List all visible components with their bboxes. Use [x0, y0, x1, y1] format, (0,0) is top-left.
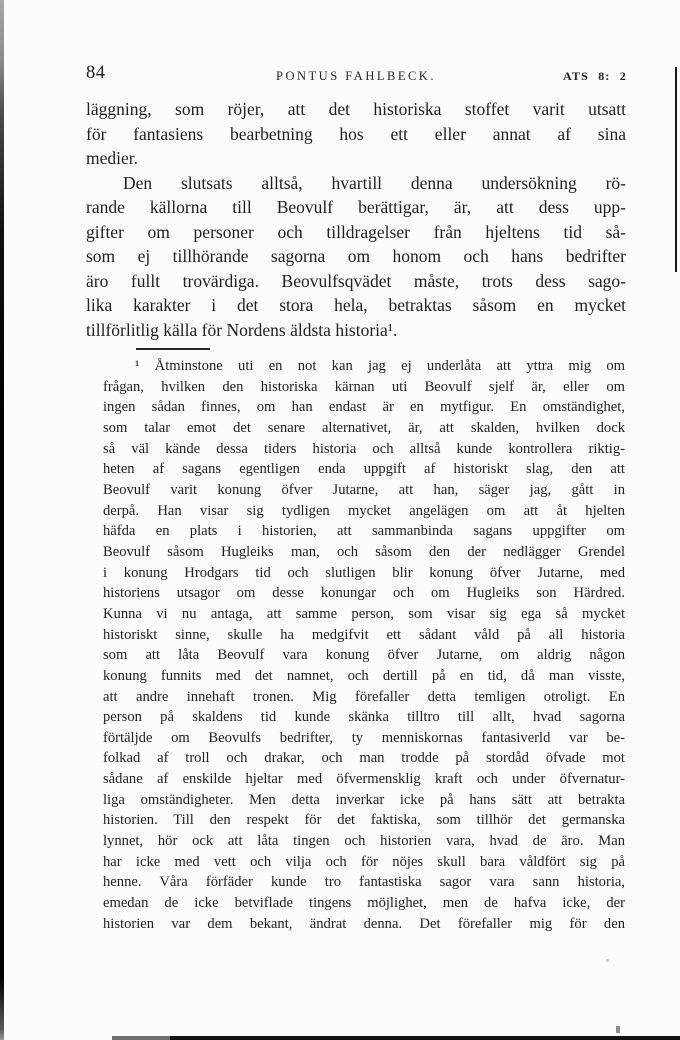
- text-line: lika karakter i det stora hela, betraktas såsom en mycket: [86, 295, 626, 315]
- footnote-line: sådane af enskilde hjeltar med öfvermensklig kraft och under öfvernatur-: [103, 771, 625, 788]
- footnote-line: Beovulf såsom Hugleiks man, och såsom den der nedlägger Grendel: [103, 543, 625, 560]
- footnote: [103, 356, 625, 934]
- text-line: äro fullt trovärdiga. Beovulfsqvädet måste, trots dess sago-: [86, 270, 626, 291]
- footnote-line: folkad af troll och drakar, och man trodde på stordåd öfvade mot: [103, 750, 625, 767]
- footnote-line: historiskt sinne, skulle ha medgifvit ett sådant våld på all historia: [103, 626, 625, 643]
- footnote-line: förtäljde om Beovulfs bedrifter, ty menniskornas fantasiverld var be-: [103, 729, 625, 746]
- footnote-line: ¹ Åtminstone uti en not kan jag ej underlåta att yttra mig om: [135, 358, 625, 374]
- signature-mark: ATS 8: 2: [562, 69, 627, 83]
- text-line: tillförlitlig källa för Nordens äldsta historia¹.: [86, 319, 398, 340]
- footnote-line: Kunna vi nu antaga, att samme person, som visar sig ega så mycket: [103, 605, 625, 622]
- running-header-title: PONTUS FAHLBECK.: [276, 69, 436, 83]
- footnote-line: som talar emot det senare alternativet, är, att skalden, hvilken dock: [103, 419, 625, 436]
- text-line: för fantasiens bearbetning hos ett eller annat af sina: [86, 123, 626, 144]
- footnote-line: ingen sådan finnes, om han endast är en mytfigur. En omständighet,: [103, 399, 625, 416]
- footnote-line: derpå. Han visar sig tydligen mycket angelägen om att åt hjelten: [103, 502, 625, 519]
- footnote-line: lynnet, hör ock att låta tingen och historien vara, hvad de äro. Man: [103, 833, 625, 850]
- footnote-line: Beovulf varit konung öfver Jutarne, att han, säger jag, gått in: [103, 481, 625, 498]
- scan-edge-right: [675, 67, 677, 272]
- footnote-line: historien. Till den respekt för det faktiska, som tillhör det germanska: [103, 812, 625, 829]
- scan-speck: [616, 1026, 620, 1033]
- text-line: rande källorna till Beovulf berättigar, är, att dess upp-: [86, 197, 626, 217]
- footnote-line: häfda en plats i historien, att sammanbinda sagans uppgifter om: [103, 523, 625, 540]
- footnote-line: historiens utsagor om desse konungar och om Hugleiks son Härdred.: [103, 585, 625, 602]
- footnote-line: som att låta Beovulf vara konung öfver Jutarne, om aldrig någon: [103, 647, 625, 664]
- footnote-line: att andre innehaft tronen. Mig förefaller detta temligen otroligt. En: [103, 688, 625, 705]
- text-line: som ej tillhörande sagorna om honom och hans bedrifter: [86, 246, 626, 266]
- text-line: medier.: [86, 148, 138, 168]
- footnote-line: person på skaldens tid kunde skänka tilltro till allt, hvad sagorna: [103, 709, 625, 726]
- scan-edge-bottom-soft: [112, 1036, 170, 1040]
- footnote-line: heten af sagans egentligen enda uppgift af historiskt slag, den att: [103, 461, 625, 478]
- footnote-separator-rule: [136, 348, 210, 350]
- footnote-line: så väl kände dessa tiders historia och alltså kunde kontrollera riktig-: [103, 440, 625, 457]
- footnote-line: konung funnits med det namnet, och dertill på en tid, då man visste,: [103, 667, 625, 684]
- text-line: Den slutsats alltså, hvartill denna undersökning rö-: [123, 172, 626, 193]
- body-paragraph-1: [86, 97, 626, 171]
- footnote-line: i konung Hrodgars tid och slutligen blir konung öfver Jutarne, med: [103, 564, 625, 581]
- scan-edge-left: [0, 0, 4, 1040]
- scan-speck: [606, 959, 609, 962]
- body-paragraph-2: [86, 171, 626, 343]
- body-text: [86, 97, 626, 342]
- footnote-line: frågan, hvilken den historiska kärnan uti Beovulf sjelf är, eller om: [103, 378, 625, 395]
- footnote-line: historien var dem bekant, ändrat denna. Det förefaller mig för den: [103, 915, 625, 932]
- footnote-line: liga omständigheter. Men detta inverkar icke på hans sätt att betrakta: [103, 791, 625, 808]
- footnote-line: henne. Våra förfäder kunde tro fantastiska sagor vara sann historia,: [103, 874, 625, 891]
- text-line: gifter om personer och tilldragelser från hjeltens tid så-: [86, 221, 626, 242]
- scan-edge-bottom: [112, 1036, 680, 1040]
- footnote-line: har icke med vett och vilja och för nöjes skull bara våldfört sig på: [103, 853, 625, 870]
- footnote-line: emedan de icke betviflade tingens möjlighet, men de hafva icke, der: [103, 895, 625, 912]
- page-number: 84: [86, 63, 106, 83]
- text-line: läggning, som röjer, att det historiska stoffet varit utsatt: [86, 99, 626, 119]
